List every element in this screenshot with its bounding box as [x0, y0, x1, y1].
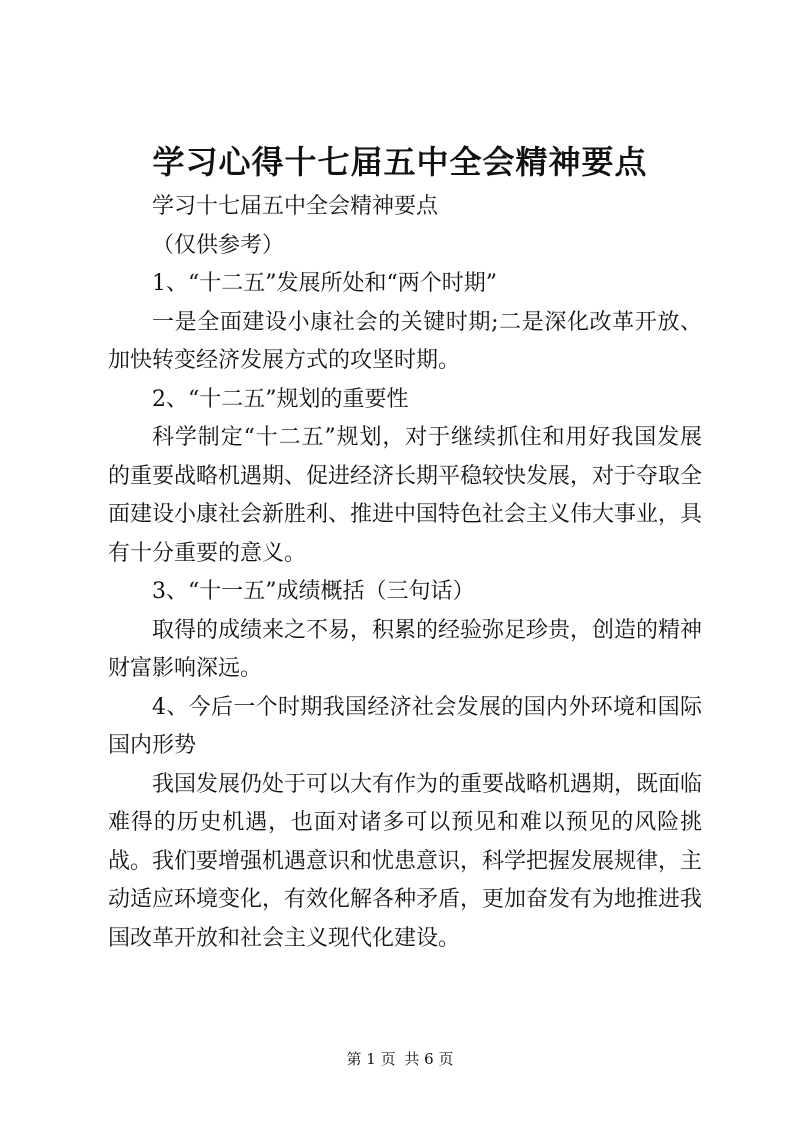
- paragraph: 科学制定“十二五”规划，对于继续抓住和用好我国发展的重要战略机遇期、促进经济长期平稳较快发展，对于夺取全面建设小康社会新胜利、推进中国特色社会主义伟大事业，具有十分重要的意义。: [108, 425, 703, 566]
- section-heading: 3、“十一五”成绩概括（三句话）: [152, 579, 475, 604]
- section-heading: 1、“十二五”发展所处和“两个时期”: [152, 271, 497, 296]
- page-number: 第 1 页: [346, 1050, 396, 1068]
- paragraph: （仅供参考）: [152, 232, 285, 258]
- document-body: [108, 188, 702, 958]
- section-heading: 4、今后一个时期我国经济社会发展的国内外环境和国际国内形势: [108, 694, 702, 758]
- page-total: 共 6 页: [404, 1050, 454, 1068]
- paragraph: 我国发展仍处于可以大有作为的重要战略机遇期，既面临难得的历史机遇，也面对诸多可以预见和难以预见的风险挑战。我们要增强机遇意识和忧患意识，科学把握发展规律，主动适应环境变化，有效化解各种矛盾，更加奋发有为地推进我国改革开放和社会主义现代化建设。: [108, 771, 703, 951]
- paragraph: 一是全面建设小康社会的关键时期;二是深化改革开放、加快转变经济发展方式的攻坚时期。: [108, 309, 702, 373]
- paragraph: 学习十七届五中全会精神要点: [152, 194, 439, 219]
- paragraph: 取得的成绩来之不易，积累的经验弥足珍贵，创造的精神财富影响深远。: [108, 617, 703, 681]
- page-footer: [0, 1049, 800, 1069]
- section-heading: 2、“十二五”规划的重要性: [152, 386, 409, 412]
- document-title: 学习心得十七届五中全会精神要点: [152, 143, 648, 181]
